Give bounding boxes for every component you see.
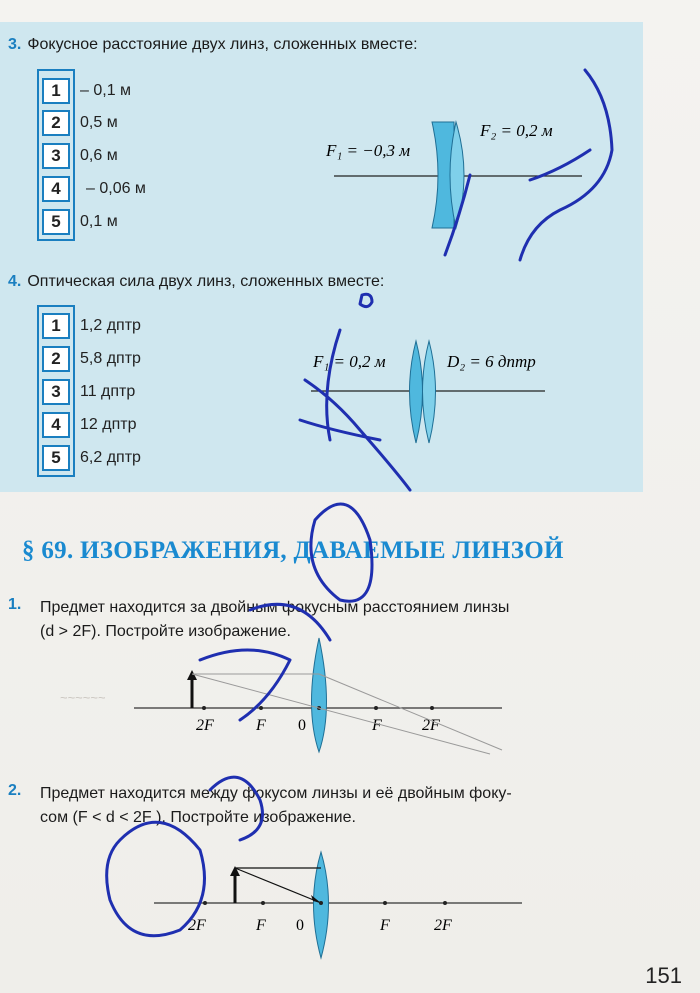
f1-label: F₁ = 0,2 м (313, 352, 386, 371)
task-1-number: 1. (8, 596, 22, 613)
option-number: 5 (42, 209, 70, 235)
option-number: 4 (42, 176, 70, 202)
bleed-through-text: ~~~~~~ (60, 690, 106, 705)
axis-label-f-left: F (256, 717, 266, 734)
option-number: 3 (42, 379, 70, 405)
ink-scribble (107, 822, 205, 935)
option-number: 1 (42, 78, 70, 104)
axis-label-f-right: F (380, 917, 390, 934)
option-text: 0,6 м (80, 147, 118, 164)
task-2-number: 2. (8, 782, 22, 799)
option-text: 5,8 дптр (80, 350, 141, 367)
f1-label: F₁ = −0,3 м (326, 141, 411, 160)
task-2-line-2: сом (F < d < 2F ). Постройте изображение. (40, 809, 356, 826)
option-number: 2 (42, 110, 70, 136)
axis-label-f-right: F (372, 717, 382, 734)
ink-scribble (445, 70, 612, 260)
option-number: 5 (42, 445, 70, 471)
option-number: 2 (42, 346, 70, 372)
f2-label: F₂ = 0,2 м (480, 121, 553, 140)
option-text: 1,2 дптр (80, 317, 141, 334)
option-text: – 0,06 м (86, 180, 146, 197)
option-text: 11 дптр (80, 383, 136, 400)
axis-label-2f-right: 2F (434, 917, 452, 934)
ink-scribble (300, 330, 410, 490)
question-3-text: Фокусное расстояние двух линз, сложенных вместе: (27, 36, 418, 53)
axis-label-origin: 0 (296, 917, 304, 934)
task-1-line-2: (d > 2F). Постройте изображение. (40, 623, 291, 640)
option-number: 1 (42, 313, 70, 339)
question-4-text: Оптическая сила двух линз, сложенных вместе: (27, 273, 385, 290)
section-title: § 69. ИЗОБРАЖЕНИЯ, ДАВАЕМЫЕ ЛИНЗОЙ (22, 537, 564, 564)
option-text: 12 дптр (80, 416, 137, 433)
option-text: 0,1 м (80, 213, 118, 230)
option-text: 6,2 дптр (80, 449, 141, 466)
axis-label-2f-left: 2F (196, 717, 214, 734)
ink-scribble (210, 777, 263, 840)
axis-label-origin: 0 (298, 717, 306, 734)
ink-scribble (311, 504, 372, 601)
ink-scribble (200, 604, 330, 720)
option-number: 3 (42, 143, 70, 169)
ink-mark (360, 294, 372, 306)
task-2-line-1: Предмет находится между фокусом линзы и её двойным фоку- (40, 785, 512, 802)
option-text: 0,5 м (80, 114, 118, 131)
axis-label-2f-left: 2F (188, 917, 206, 934)
d2-label: D₂ = 6 дптр (447, 352, 536, 371)
question-4-number: 4. (8, 273, 22, 290)
question-3-number: 3. (8, 36, 22, 53)
axis-label-2f-right: 2F (422, 717, 440, 734)
task-1-line-1: Предмет находится за двойным фокусным расстоянием линзы (40, 599, 510, 616)
option-number: 4 (42, 412, 70, 438)
page-number: 151 (645, 963, 682, 988)
option-text: – 0,1 м (80, 82, 132, 99)
axis-label-f-left: F (256, 917, 266, 934)
